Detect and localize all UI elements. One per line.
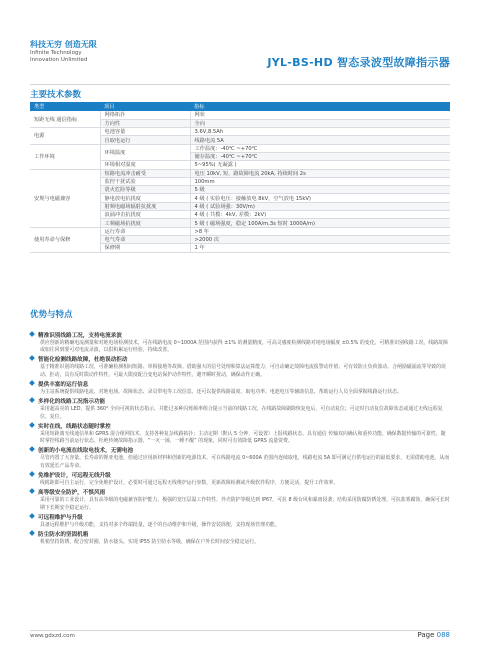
feature-title-text: 提供丰富的运行信息 bbox=[38, 381, 89, 388]
spec-item-cell: 网络拓扑 bbox=[100, 111, 190, 119]
feature-title-text: 防尘防水的坚固机箱 bbox=[38, 531, 89, 538]
spec-table-row bbox=[30, 169, 450, 177]
spec-header-type: 类型 bbox=[30, 102, 100, 111]
features-section-title: 优势与特点 bbox=[30, 310, 73, 320]
spec-value-cell: 5~95%( 无凝露 ) bbox=[190, 161, 450, 169]
diamond-bullet-icon bbox=[29, 422, 35, 428]
spec-item-cell: 射频电磁场辐射抗扰度 bbox=[100, 202, 190, 210]
spec-table-header-row bbox=[30, 102, 450, 111]
feature-title bbox=[30, 398, 450, 406]
spec-item-cell: 静电放电抗扰度 bbox=[100, 194, 190, 202]
spec-item-cell: 浪涌冲击抗扰度 bbox=[100, 211, 190, 219]
header-divider bbox=[30, 84, 450, 85]
brand-en-line-2: Innovation Unlimited bbox=[30, 57, 88, 63]
spec-category-cell: 电源 bbox=[30, 128, 100, 145]
spec-item-cell: 方向性 bbox=[100, 119, 190, 127]
diamond-bullet-icon bbox=[29, 530, 35, 536]
spec-value-cell: 全向 bbox=[190, 119, 450, 127]
footer-url: www.gdxzd.com bbox=[30, 633, 75, 639]
footer-page bbox=[417, 631, 450, 639]
page-label: Page bbox=[417, 631, 435, 639]
feature-body: 为主站系统提供线路电流、对地电场、故障状态、录员带电等工况信息，还可以提供线路温度、取电功率、电池电压等辅助信息，帮助运行人员全面掌握线路运行状态。 bbox=[40, 388, 402, 395]
feature-title-text: 智能化检测线路故障，杜绝误动拒动 bbox=[38, 357, 128, 364]
feature-body: 采用短距离无线通信单和 GPRS 混合组网技术，支持各种复杂线路拓扑；主动定期（默认 5 分钟，可设置）上报线路状态，具有通信 传输双向确认和重传功能，确保数据传输的可靠性，随时掌控线路当前运行状态，杜绝传统故障指示器，“一灭一闹，一睡不醒” 的现象，同时可有效降低 GPRS 流量资费。 bbox=[40, 430, 446, 445]
feature-body: 机箱坚持防锈，配合密封圈，防水接头，实现 IP55 防尘防水等级，确保在户外长时间安全稳定运行。 bbox=[40, 538, 260, 545]
spec-table-row bbox=[30, 144, 450, 152]
spec-item-cell: 保修期 bbox=[100, 244, 190, 252]
feature-title bbox=[30, 332, 450, 340]
spec-value-cell: 5 级 bbox=[190, 186, 450, 194]
spec-category-cell: 安规与电磁兼容 bbox=[30, 169, 100, 227]
spec-value-cell: 4 级 ( 试验场强：30V/m) bbox=[190, 202, 450, 210]
diamond-bullet-icon bbox=[29, 380, 35, 386]
spec-header-item: 项目 bbox=[100, 102, 190, 111]
spec-item-cell: 自取电运行 bbox=[100, 136, 190, 144]
diamond-bullet-icon bbox=[29, 471, 35, 477]
spec-value-cell: 1 年 bbox=[190, 244, 450, 252]
spec-category-cell: 使用寿命与保修 bbox=[30, 227, 100, 252]
spec-item-cell: 环境温度 bbox=[100, 144, 190, 161]
feature-title bbox=[30, 531, 450, 539]
spec-value-cell: 4 级 ( 共模：4kV, 差模：2kV) bbox=[190, 211, 450, 219]
brand-slogan: 科技无穷 创造无限 bbox=[30, 40, 97, 49]
features-list bbox=[30, 330, 450, 547]
spec-table-row bbox=[30, 128, 450, 136]
feature-title-text: 可远程维护与升级 bbox=[38, 514, 83, 521]
spec-section-title: 主要技术参数 bbox=[30, 90, 82, 100]
feature-body: 线缆距即可自主运行，完全免维护设计，必要时可通过远程无线维护运行参数，更新故障检测或升级软件程序，方便灵活，提升工作效率。 bbox=[40, 480, 339, 487]
diamond-bullet-icon bbox=[29, 397, 35, 403]
feature-title-text: 精准识别线路工况，支持电流录波 bbox=[38, 332, 122, 339]
brand-block bbox=[30, 40, 97, 64]
spec-item-cell: 震火危险等级 bbox=[100, 186, 190, 194]
spec-value-cell: 4 级 ( 实验电压：接触放电 8kV，空气放电 15kV) bbox=[190, 194, 450, 202]
spec-value-cell: 储存温度：-40℃ ~+70℃ bbox=[190, 152, 450, 160]
feature-body: 采用超高亮的 LED，提供 360° 全向可视的状态指示，并能过多种闪烁频率组合提示当前的线路工况，在线路故障刷除恢复电后，可自动复位；可定时自动复位故障状态或通过无线远程复位、复位。 bbox=[40, 405, 443, 420]
feature-body: 基于精准识别的线路工况，可准确检测相间短路、单相接地等故障。借助强大的信号处理和算法运算能力，可自动确定故障电流报警动作值；可有效防止负荷波动、合闸励磁涌流等导致的误动、拒动，具有反时限动作特性，可最大限度配合变电站保护动作特性，避开瞬时扰动，确保动作正确。 bbox=[40, 364, 446, 378]
page-number: 088 bbox=[436, 631, 450, 639]
spec-value-cell: >2000 次 bbox=[190, 235, 450, 243]
feature-title bbox=[30, 423, 450, 431]
spec-table bbox=[30, 102, 450, 253]
spec-value-cell: 3.6V,8.5Ah bbox=[190, 128, 450, 136]
spec-table-row bbox=[30, 227, 450, 235]
spec-value-cell: 线路电流 5A bbox=[190, 136, 450, 144]
page-header bbox=[30, 40, 450, 80]
feature-body: 供应创新的精确电流测量和对地电场检测技术，可在线路电流 0~1000A 范围内获得 ±1% 的测量精度，可高灵感度检测线路对地电场幅度 ±0.5% 的变化，可精准识别线路工况，线路故障或如往回到要可对电流录波，以供积累运行经验，持续改善。 bbox=[40, 339, 448, 354]
feature-body: 具备远程维护与升级功能，支持对多个终端批量、逐个的自动维护和升级，操作安装简便，支持现场管理功能。 bbox=[40, 521, 280, 528]
feature-title bbox=[30, 489, 450, 497]
document-title: JYL-BS-HD 智态录波型故障指示器 bbox=[267, 56, 450, 69]
spec-value-cell: 电压 10kV, 短、路故障电流 20kA, 持续时间 2s bbox=[190, 169, 450, 177]
feature-title-text: 实时在线，线路状态随时掌控 bbox=[38, 423, 111, 430]
diamond-bullet-icon bbox=[29, 447, 35, 453]
feature-title bbox=[30, 472, 450, 480]
spec-header-value: 指标 bbox=[190, 102, 450, 111]
feature-title bbox=[30, 381, 450, 389]
diamond-bullet-icon bbox=[29, 355, 35, 361]
spec-item-cell: 短路电流冲击耐受 bbox=[100, 169, 190, 177]
feature-title bbox=[30, 514, 450, 522]
spec-value-cell: 100mm bbox=[190, 177, 450, 185]
diamond-bullet-icon bbox=[29, 331, 35, 337]
spec-table-row bbox=[30, 111, 450, 119]
feature-title-text: 高等级安全防护，不惧风雨 bbox=[38, 490, 106, 497]
feature-body: 尽管内置了大容量、长寿命的锂亚电池，但通过应用新材料和创新的电源技术，可在线路电流 0~600A 范围内连续取电，线路电流 5A 即可满足自供电运行的最低要求，无需借助电池，从而有效延长产品寿命。 bbox=[40, 455, 450, 469]
diamond-bullet-icon bbox=[29, 488, 35, 494]
footer-divider bbox=[30, 630, 450, 631]
feature-title-text: 创新的小电流在线取电技术，无需电池 bbox=[38, 448, 134, 455]
spec-item-cell: 运行寿命 bbox=[100, 227, 190, 235]
spec-value-cell: 工作温度：-40℃ ~+70℃ bbox=[190, 144, 450, 152]
spec-item-cell: 电气寿命 bbox=[100, 235, 190, 243]
spec-item-cell: 监控干扰试验 bbox=[100, 177, 190, 185]
feature-title-text: 免维护设计，可远程无线升级 bbox=[38, 473, 111, 480]
feature-body: 采用可靠的工业设计，具有高等级的电磁兼容防护能力，极强的宽压层温工作特性，外壳防护等级达到 IP67，可抗 8 级台风和暴雨侵袭；结构采用防腐防锈处理，可抗盐雾腐蚀，确保可长时期下长期安全稳定运行。 bbox=[40, 497, 450, 511]
spec-item-cell: 工频磁场抗扰度 bbox=[100, 219, 190, 227]
spec-value-cell: >8 年 bbox=[190, 227, 450, 235]
spec-item-cell: 电池容量 bbox=[100, 128, 190, 136]
spec-item-cell: 环境相对湿度 bbox=[100, 161, 190, 169]
feature-title bbox=[30, 356, 450, 364]
spec-category-cell: 工作环境 bbox=[30, 144, 100, 169]
spec-category-cell: 短距无线 通信指标 bbox=[30, 111, 100, 128]
spec-value-cell: 网状 bbox=[190, 111, 450, 119]
brand-en-line-1: Infinite Technology bbox=[30, 50, 82, 56]
feature-title-text: 多样化的线路工况指示功能 bbox=[38, 398, 106, 405]
spec-value-cell: 5 级 ( 磁场强度，稳定 100A/m,3s 短时 1000A/m) bbox=[190, 219, 450, 227]
diamond-bullet-icon bbox=[29, 513, 35, 519]
